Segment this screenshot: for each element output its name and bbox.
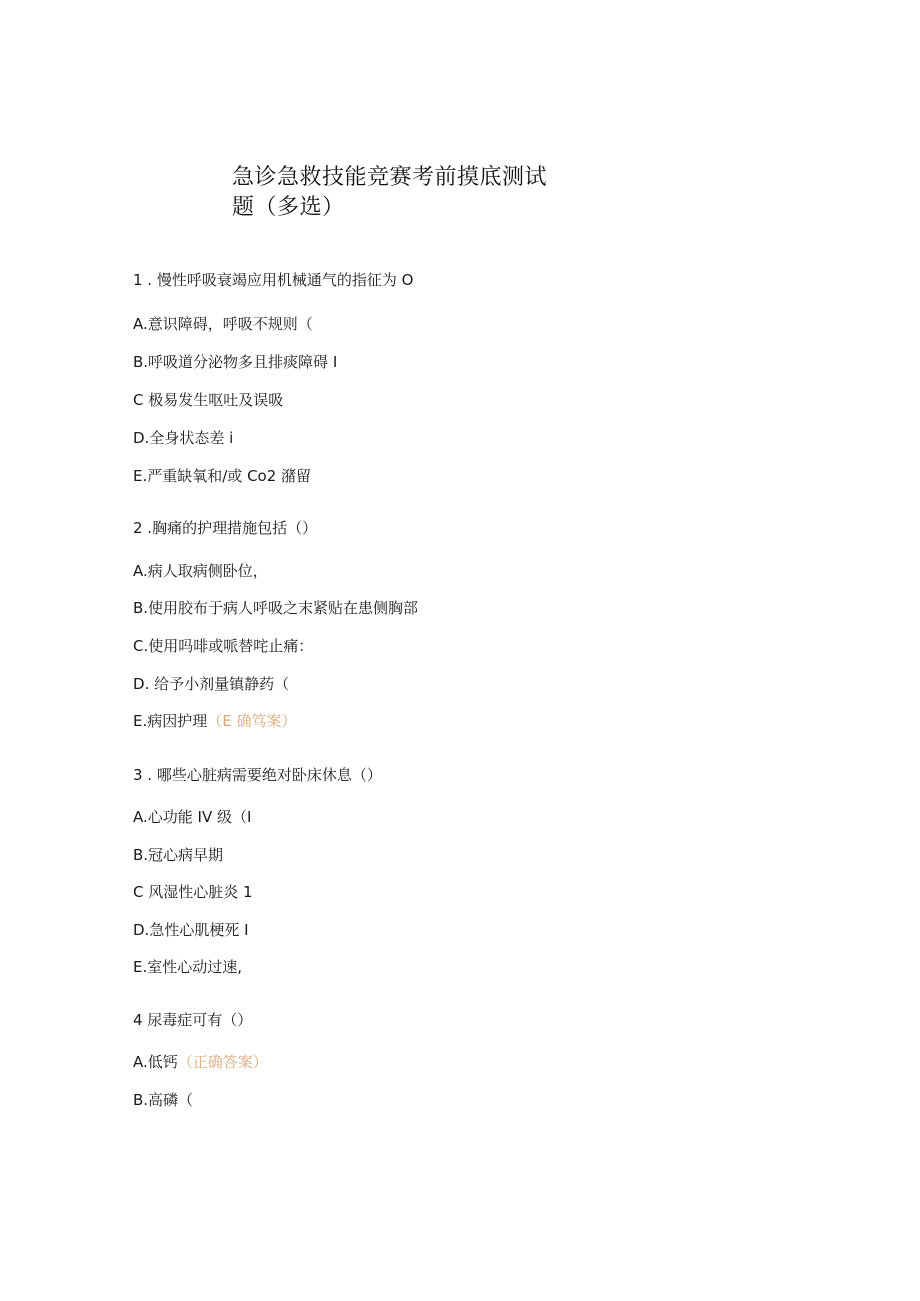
q2-option-d: D. 给予小剂量镇静药（ [133,675,290,693]
q1-option-c: C 极易发生呕吐及误吸 [133,391,284,409]
q3-option-a: A.心功能 IV 级（I [133,808,252,826]
title-line-1: 急诊急救技能竞赛考前摸底测试 [232,165,548,190]
question-3-stem: 3 . 哪些心脏病需要绝对卧床休息（） [133,766,382,784]
q2-option-b: B.使用胶布于病人呼吸之末紧贴在患侧胸部 [133,599,419,617]
answer-tag: （E 确笃案） [207,712,297,730]
q1-option-b: B.呼吸道分泌物多且排痰障碍 I [133,353,338,371]
q1-option-d: D.全身状态差 i [133,429,234,447]
question-4-stem: 4 尿毒症可有（） [133,1011,253,1029]
q4-option-b: B.高磷（ [133,1091,194,1109]
title-line-2: 题（多选） [232,195,345,220]
answer-tag: （正确答案） [177,1053,268,1071]
question-2-stem: 2 .胸痛的护理措施包括（） [133,519,318,537]
q4-option-a-text: A.低钙 [133,1053,178,1071]
q2-option-e-text: E.病因护理 [133,712,208,730]
q1-option-e: E.严重缺氧和/或 Co2 潴留 [133,467,312,485]
q3-option-d: D.急性心肌梗死 I [133,921,249,939]
q3-option-e: E.室性心动过速, [133,958,243,976]
q2-option-e [133,711,297,731]
q2-option-c: C.使用吗啡或哌替咤止痛： [133,637,314,655]
document-title [232,163,572,223]
q1-option-a: A.意识障碍，呼吸不规则（ [133,315,313,333]
q2-option-a: A.病人取病侧卧位， [133,562,268,580]
q4-option-a [133,1052,268,1072]
question-1-stem: 1 . 慢性呼吸衰竭应用机械通气的指征为 O [133,271,414,289]
q3-option-b: B.冠心病早期 [133,846,224,864]
q3-option-c: C 风湿性心脏炎 1 [133,883,253,901]
